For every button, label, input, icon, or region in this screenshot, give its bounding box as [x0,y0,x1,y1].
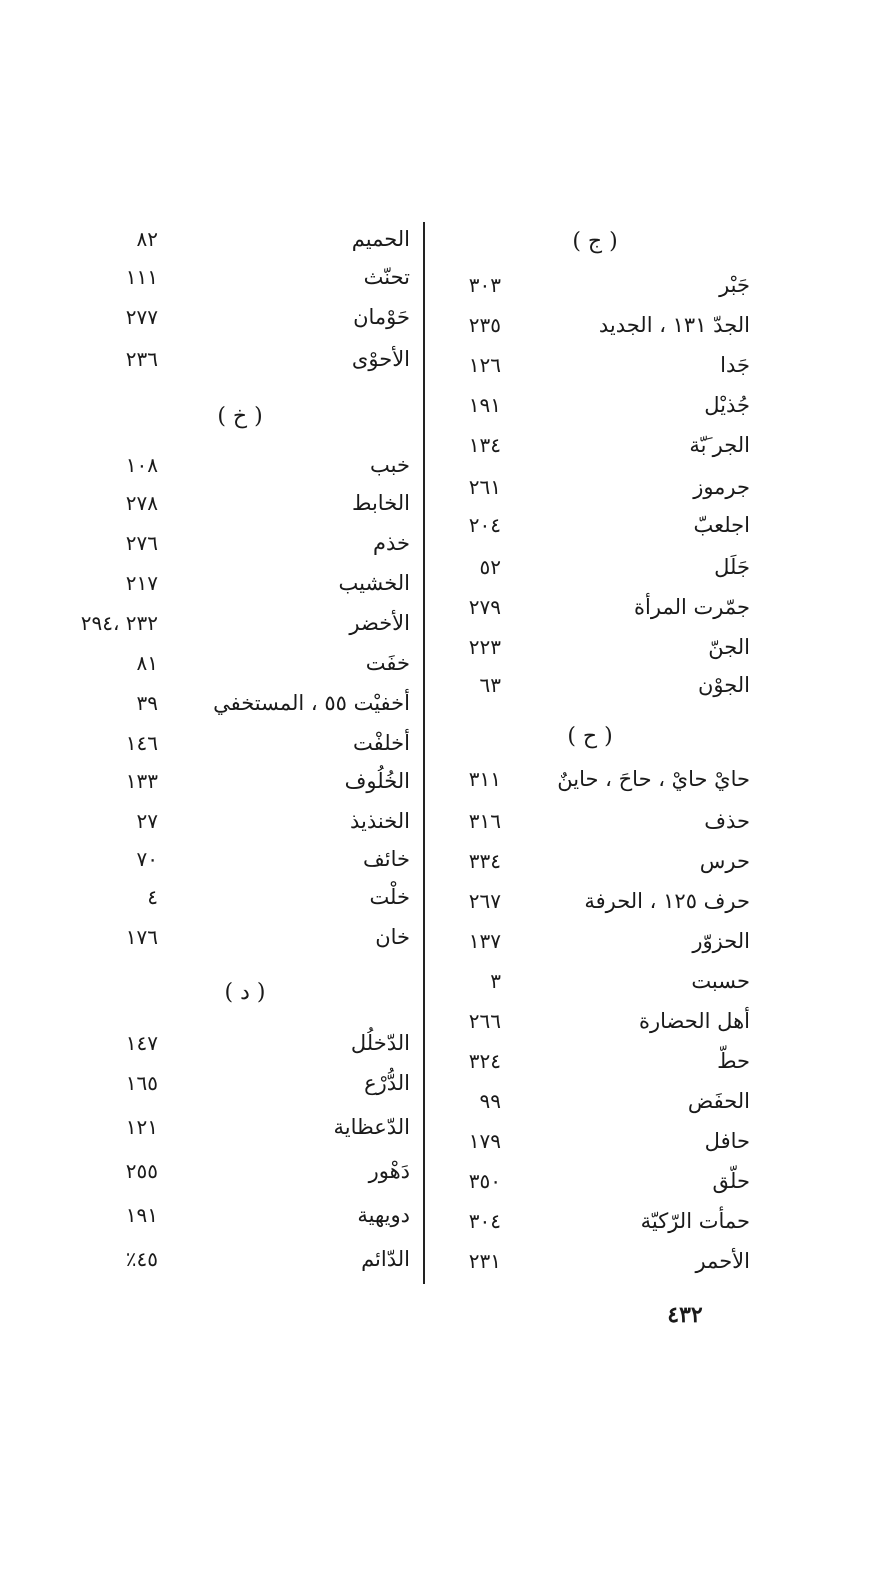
entry-pages: ٢٣٢ ،٢٩٤ [80,611,158,635]
entry-term: الحفَض [687,1089,750,1113]
index-entry [0,222,886,256]
index-entry [0,526,886,560]
entry-term: دَهْور [368,1159,410,1183]
entry-pages: ٢٦٦ [468,1009,501,1033]
entry-term: حايْ حايْ ، حاحَ ، حاينٌ [557,767,750,791]
entry-pages: ٣٥٠ [468,1169,501,1193]
index-entry [0,964,886,998]
entry-term: حطّ [717,1049,750,1073]
index-entry [0,686,886,720]
entry-pages: ١٣٤ [468,433,501,457]
entry-pages: ٢٥٥ [125,1159,158,1183]
entry-pages: ٢٣٥ [468,313,501,337]
entry-pages: ١٣٣ [125,769,158,793]
entry-pages: ١٩١ [468,393,501,417]
entry-pages: ٢١٧ [125,571,158,595]
entry-term: الحميم [351,227,410,251]
page-number: ٤٣٢ [667,1302,703,1328]
entry-pages: ٩٩ [479,1089,501,1113]
entry-pages: ٢٣١ [468,1249,501,1273]
entry-pages: ٣١١ [468,767,501,791]
entry-pages: ٤ [147,885,158,909]
index-entry [0,1110,886,1144]
entry-term: الجر َبّة [689,433,750,457]
entry-term: حافل [704,1129,750,1153]
entry-term: الخُلُوف [344,769,410,793]
entry-term: الجوْن [697,673,750,697]
entry-term: الدّخلُل [350,1031,410,1055]
index-entry [0,1198,886,1232]
entry-pages: ٢٧٩ [468,595,501,619]
entry-pages: ١٣٧ [468,929,501,953]
entry-pages: ٢٠٤ [468,513,501,537]
entry-term: دويهية [357,1203,410,1227]
entry-term: خائف [363,847,410,871]
index-entry [0,1154,886,1188]
entry-pages: ١١١ [125,265,158,289]
entry-term: جَلَل [714,555,750,579]
entry-term: الخشيب [338,571,410,595]
section-heading-dal: ( د ) [224,980,266,1005]
entry-term: حَوْمان [353,305,410,329]
index-entry [0,842,886,876]
index-entry [0,1242,886,1276]
entry-pages: ١٤٧ [125,1031,158,1055]
entry-term: جَدا [720,353,750,377]
section-heading-ha: ( ح ) [567,724,613,749]
index-entry [0,342,886,376]
index-entry [0,300,886,334]
entry-term: حرس [699,849,750,873]
entry-term: الأخضر [349,611,410,635]
entry-term: أخلفْت [352,731,410,755]
entry-pages: ٣٠٣ [468,273,501,297]
entry-term: حرف ١٢٥ ، الحرفة [584,889,750,913]
entry-pages: ٥٢ [479,555,501,579]
index-entry [0,388,886,422]
entry-term: خفَت [365,651,410,675]
entry-term: حلّق [712,1169,750,1193]
entry-term: حسبت [691,969,750,993]
entry-term: الجنّ [708,635,750,659]
entry-pages: ٣٣٤ [468,849,501,873]
entry-pages: ١٦٥ [125,1071,158,1095]
entry-pages: ٨١ [136,651,158,675]
entry-pages: ٢٢٣ [468,635,501,659]
entry-pages: ١٠٨ [125,453,158,477]
entry-pages: ١٤٦ [125,731,158,755]
entry-pages: ١٢١ [125,1115,158,1139]
entry-pages: ٢٧٦ [125,531,158,555]
index-entry [0,448,886,482]
entry-term: جرموز [693,475,750,499]
entry-term: خلْت [369,885,410,909]
entry-term: الأحمر [695,1249,750,1273]
entry-pages: ٢٧٧ [125,305,158,329]
entry-term: أهل الحضارة [638,1009,750,1033]
entry-pages: ٢٦١ [468,475,501,499]
entry-term: الخابط [352,491,410,515]
entry-pages: ١٧٩ [468,1129,501,1153]
entry-pages: ٣٢٤ [468,1049,501,1073]
entry-pages: ٧٠ [136,847,158,871]
entry-term: حذف [704,809,750,833]
entry-term: خبب [370,453,410,477]
entry-term: الدُّرْع [364,1071,410,1095]
entry-pages: ١٢٦ [468,353,501,377]
entry-pages: ١٧٦ [125,925,158,949]
entry-pages: ٣ [490,969,501,993]
index-entry [0,260,886,294]
entry-pages: ١٩١ [125,1203,158,1227]
entry-pages: ٨٢ [136,227,158,251]
entry-pages: ٦٣ [479,673,501,697]
entry-term: الجدّ ١٣١ ، الجديد [598,313,750,337]
entry-pages: ٣١٦ [468,809,501,833]
entry-pages: ٣٩ [136,691,158,715]
index-entry [0,566,886,600]
index-entry [0,646,886,680]
entry-term: اجلعبّ [693,513,750,537]
entry-term: خان [375,925,410,949]
entry-term: الخنذيذ [349,809,410,833]
entry-term: الدّعظاية [333,1115,410,1139]
section-heading-jim: ( ج ) [572,229,618,254]
entry-term: خذم [372,531,410,555]
section-heading-kha: ( خ ) [217,404,263,429]
entry-term: الدّائم [361,1247,410,1271]
index-entry [0,726,886,760]
entry-pages: ٣٠٤ [468,1209,501,1233]
entry-term: الحزوّر [692,929,750,953]
index-entry [0,764,886,798]
entry-pages: ٢٦٧ [468,889,501,913]
entry-pages: ٢٣٦ [125,347,158,371]
entry-pages: ٢٧٨ [125,491,158,515]
entry-term: تحنّث [363,265,410,289]
index-entry [0,486,886,520]
entry-pages: ٢٧ [136,809,158,833]
index-entry [0,1066,886,1100]
entry-term: جُذيْل [704,393,750,417]
entry-term: الأحوْى [351,347,410,371]
entry-term: أخفيْت ٥٥ ، المستخفي [213,691,410,715]
entry-pages: ٤٥٪ [125,1247,158,1271]
entry-term: جَبْر [719,273,750,297]
entry-term: جمّرت المرأة [634,595,750,619]
index-entry [0,804,886,838]
index-entry [0,920,886,954]
entry-term: حمأت الرّكيّة [640,1209,750,1233]
index-entry [0,880,886,914]
index-entry [0,606,886,640]
index-entry [0,1026,886,1060]
